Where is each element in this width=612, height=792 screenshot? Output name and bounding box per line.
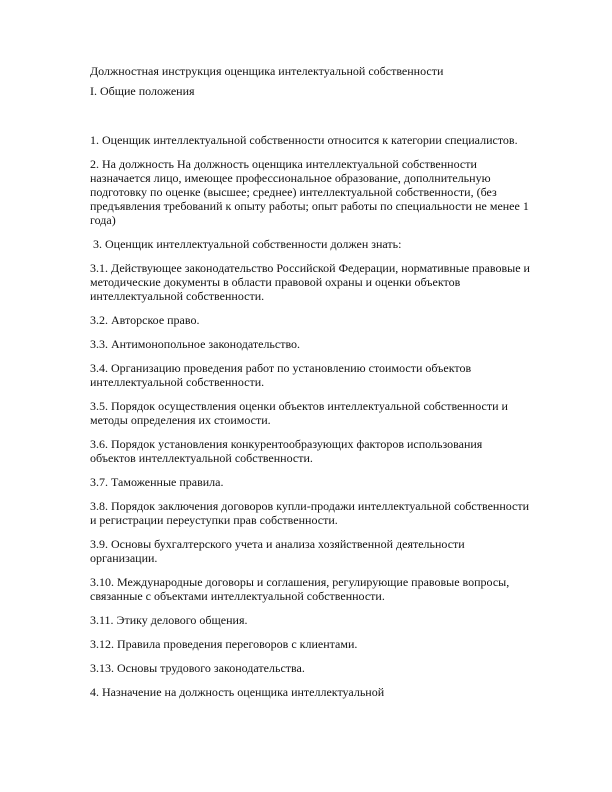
paragraph-3-6: 3.6. Порядок установления конкурентообразующих факторов использования объектов интеллектуальной собственности. <box>90 437 483 465</box>
paragraph-3-7: 3.7. Таможенные правила. <box>90 475 224 489</box>
paragraph-2: 2. На должность На должность оценщика интеллектуальной собственности назначается лицо, имеющее профессиональное образование, дополнительную подготовку по оценке (высшее; среднее) интеллектуальной собственности, (без предъявления требований к опыту работы; опыт работы по специальности не менее 1 года) <box>90 157 529 227</box>
paragraph-4: 4. Назначение на должность оценщика интеллектуальной <box>90 685 385 699</box>
document-page <box>90 64 530 709</box>
paragraph-1: 1. Оценщик интеллектуальной собственности относится к категории специалистов. <box>90 133 518 147</box>
paragraph-3-13: 3.13. Основы трудового законодательства. <box>90 661 305 675</box>
paragraph-3-11: 3.11. Этику делового общения. <box>90 613 248 627</box>
section-heading: I. Общие положения <box>90 84 195 98</box>
paragraph-3-4: 3.4. Организацию проведения работ по установлению стоимости объектов интеллектуальной собственности. <box>90 361 472 389</box>
paragraph-3-3: 3.3. Антимонопольное законодательство. <box>90 337 301 351</box>
document-title: Должностная инструкция оценщика интелектуальной собственности <box>90 64 444 78</box>
paragraph-3-5: 3.5. Порядок осуществления оценки объектов интеллектуальной собственности и методы определения их стоимости. <box>90 399 508 427</box>
paragraph-3-2: 3.2. Авторское право. <box>90 313 200 327</box>
paragraph-3-8: 3.8. Порядок заключения договоров купли-продажи интеллектуальной собственности и регистрации переуступки прав собственности. <box>90 499 530 527</box>
paragraph-3-10: 3.10. Международные договоры и соглашения, регулирующие правовые вопросы, связанные с объектами интеллектуальной собственности. <box>90 575 510 603</box>
paragraph-3: 3. Оценщик интеллектуальной собственности должен знать: <box>93 237 402 251</box>
paragraph-3-12: 3.12. Правила проведения переговоров с клиентами. <box>90 637 358 651</box>
paragraph-3-1: 3.1. Действующее законодательство Российской Федерации, нормативные правовые и методические документы в области правовой охраны и оценки объектов интеллектуальной собственности. <box>90 261 530 303</box>
paragraph-3-9: 3.9. Основы бухгалтерского учета и анализа хозяйственной деятельности организации. <box>90 537 465 565</box>
